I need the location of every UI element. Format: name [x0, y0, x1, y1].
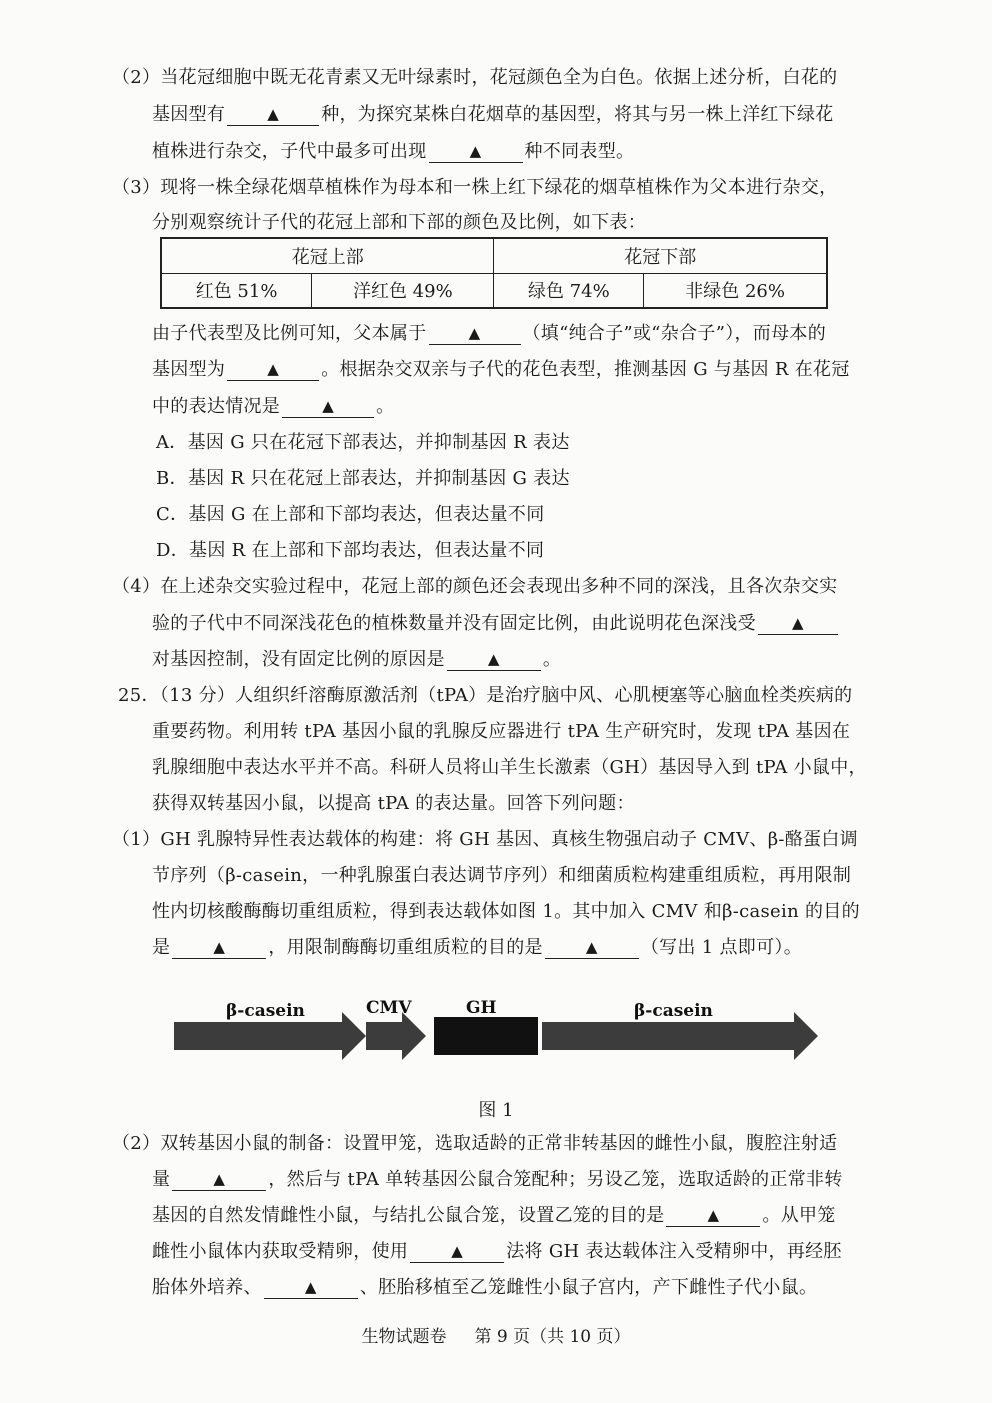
text: 法将 GH 表达载体注入受精卵中，再经胚: [506, 1241, 842, 1262]
q2-line3: [152, 140, 634, 164]
option-b[interactable]: B．基因 R 只在花冠上部表达，并抑制基因 G 表达: [156, 468, 570, 489]
answer-blank[interactable]: ▲: [410, 1242, 504, 1263]
q3-line5: [152, 395, 394, 419]
label-cmv: CMV: [366, 998, 412, 1018]
q25-line3: 乳腺细胞中表达水平并不高。科研人员将山羊生长激素（GH）基因导入到 tPA 小鼠中，: [152, 757, 867, 778]
label-beta-casein-right: β-casein: [634, 1001, 713, 1021]
q2-line1: （2）当花冠细胞中既无花青素又无叶绿素时，花冠颜色全为白色。依据上述分析，白花的: [112, 67, 838, 88]
q25-p2-line2: [152, 1168, 843, 1192]
text: ，用限制酶酶切重组质粒的目的是: [268, 937, 543, 958]
text: 量: [152, 1169, 171, 1190]
table-cell: 绿色 74%: [494, 273, 644, 308]
text: 、胚胎移植至乙笼雌性小鼠子宫内，产下雌性子代小鼠。: [359, 1277, 818, 1298]
text: 基因型为: [152, 359, 226, 380]
table-cell: 洋红色 49%: [312, 273, 494, 308]
q25-p1-line4: [152, 936, 802, 960]
q25-line2: 重要药物。利用转 tPA 基因小鼠的乳腺反应器进行 tPA 生产研究时，发现 tPA 基因在: [152, 721, 851, 742]
q4-line3: [152, 648, 561, 672]
option-d[interactable]: D．基因 R 在上部和下部均表达，但表达量不同: [156, 540, 545, 561]
answer-blank[interactable]: ▲: [666, 1206, 760, 1227]
text: 。: [542, 649, 562, 670]
q25-line4: 获得双转基因小鼠，以提高 tPA 的表达量。回答下列问题：: [152, 793, 635, 814]
table-cell: 非绿色 26%: [644, 273, 827, 308]
answer-blank[interactable]: ▲: [282, 397, 374, 418]
text: 植株进行杂交，子代中最多可出现: [152, 141, 427, 162]
answer-blank[interactable]: ▲: [227, 360, 319, 381]
q25-p2-line1: （2）双转基因小鼠的制备：设置甲笼，选取适龄的正常非转基因的雌性小鼠，腹腔注射适: [112, 1133, 838, 1154]
figure-caption: 图 1: [478, 1100, 514, 1121]
answer-blank[interactable]: ▲: [447, 650, 541, 671]
text: 。从甲笼: [762, 1205, 836, 1226]
answer-blank[interactable]: ▲: [227, 105, 319, 126]
text: 中的表达情况是: [152, 396, 281, 417]
table-header-upper: 花冠上部: [161, 238, 494, 273]
text: 对基因控制，没有固定比例的原因是: [152, 649, 445, 670]
text: 种不同表型。: [524, 141, 635, 162]
expression-vector-diagram: [170, 992, 822, 1064]
text: 胎体外培养、: [152, 1277, 262, 1298]
text: 。根据杂交双亲与子代的花色表型，推测基因 G 与基因 R 在花冠: [321, 359, 850, 380]
cmv-promoter-arrow: [366, 1012, 426, 1060]
q2-line2: [152, 103, 834, 127]
label-gh: GH: [466, 998, 497, 1018]
label-beta-casein-left: β-casein: [226, 1001, 305, 1021]
footer-page-number: 第 9 页（共 10 页）: [474, 1327, 631, 1347]
q25-line1: 25．（13 分）人组织纤溶酶原激活剂（tPA）是治疗脑中风、心肌梗塞等心脑血栓类疾病的: [118, 685, 853, 706]
answer-blank[interactable]: ▲: [429, 324, 521, 345]
q4-line2: [152, 612, 840, 636]
option-a[interactable]: A．基因 G 只在花冠下部表达，并抑制基因 R 表达: [156, 432, 570, 453]
answer-blank[interactable]: ▲: [545, 938, 639, 959]
text: 。: [376, 396, 395, 417]
table-cell: 红色 51%: [161, 273, 312, 308]
q3-line4: [152, 358, 850, 382]
text: 验的子代中不同深浅花色的植株数量并没有固定比例，由此说明花色深浅受: [152, 613, 756, 634]
text: ，然后与 tPA 单转基因公鼠合笼配种；另设乙笼，选取适龄的正常非转: [268, 1169, 843, 1190]
answer-blank[interactable]: ▲: [264, 1278, 358, 1299]
answer-blank[interactable]: ▲: [429, 142, 523, 163]
text: （填“纯合子”或“杂合子”），而母本的: [522, 323, 827, 344]
text: 种，为探究某株白花烟草的基因型，将其与另一株上洋红下绿花: [321, 104, 834, 125]
q3-line1: （3）现将一株全绿花烟草植株作为母本和一株上红下绿花的烟草植株作为父本进行杂交，: [112, 177, 838, 198]
text: 由子代表型及比例可知，父本属于: [152, 323, 427, 344]
q3-line3: [152, 322, 826, 346]
text: 雌性小鼠体内获取受精卵，使用: [152, 1241, 409, 1262]
gh-gene-block: [434, 1017, 538, 1055]
results-table: [160, 237, 828, 309]
q25-p2-line5: [152, 1276, 817, 1300]
q4-line1: （4）在上述杂交实验过程中，花冠上部的颜色还会表现出多种不同的深浅，且各次杂交实: [112, 576, 838, 597]
q25-p1-line3: 性内切核酸酶酶切重组质粒，得到表达载体如图 1。其中加入 CMV 和β-casein 的目的: [152, 901, 860, 922]
table-header-lower: 花冠下部: [494, 238, 827, 273]
text: 是: [152, 937, 171, 958]
footer-subject: 生物试题卷: [361, 1327, 447, 1347]
q25-p2-line4: [152, 1240, 842, 1264]
answer-blank[interactable]: ▲: [172, 1170, 266, 1191]
page-footer: [0, 1322, 992, 1347]
text: 基因型有: [152, 104, 226, 125]
answer-blank[interactable]: ▲: [172, 938, 266, 959]
q3-line2: 分别观察统计子代的花冠上部和下部的颜色及比例，如下表：: [152, 212, 647, 233]
q25-p1-line2: 节序列（β-casein，一种乳腺蛋白表达调节序列）和细菌质粒构建重组质粒，再用限制: [152, 865, 852, 886]
option-c[interactable]: C．基因 G 在上部和下部均表达，但表达量不同: [156, 504, 545, 525]
text: 基因的自然发情雌性小鼠，与结扎公鼠合笼，设置乙笼的目的是: [152, 1205, 665, 1226]
text: （写出 1 点即可）。: [640, 937, 803, 958]
q25-p2-line3: [152, 1204, 836, 1228]
answer-blank[interactable]: ▲: [758, 614, 838, 635]
q25-p1-line1: （1）GH 乳腺特异性表达载体的构建：将 GH 基因、真核生物强启动子 CMV、β-酪蛋白调: [112, 829, 858, 850]
